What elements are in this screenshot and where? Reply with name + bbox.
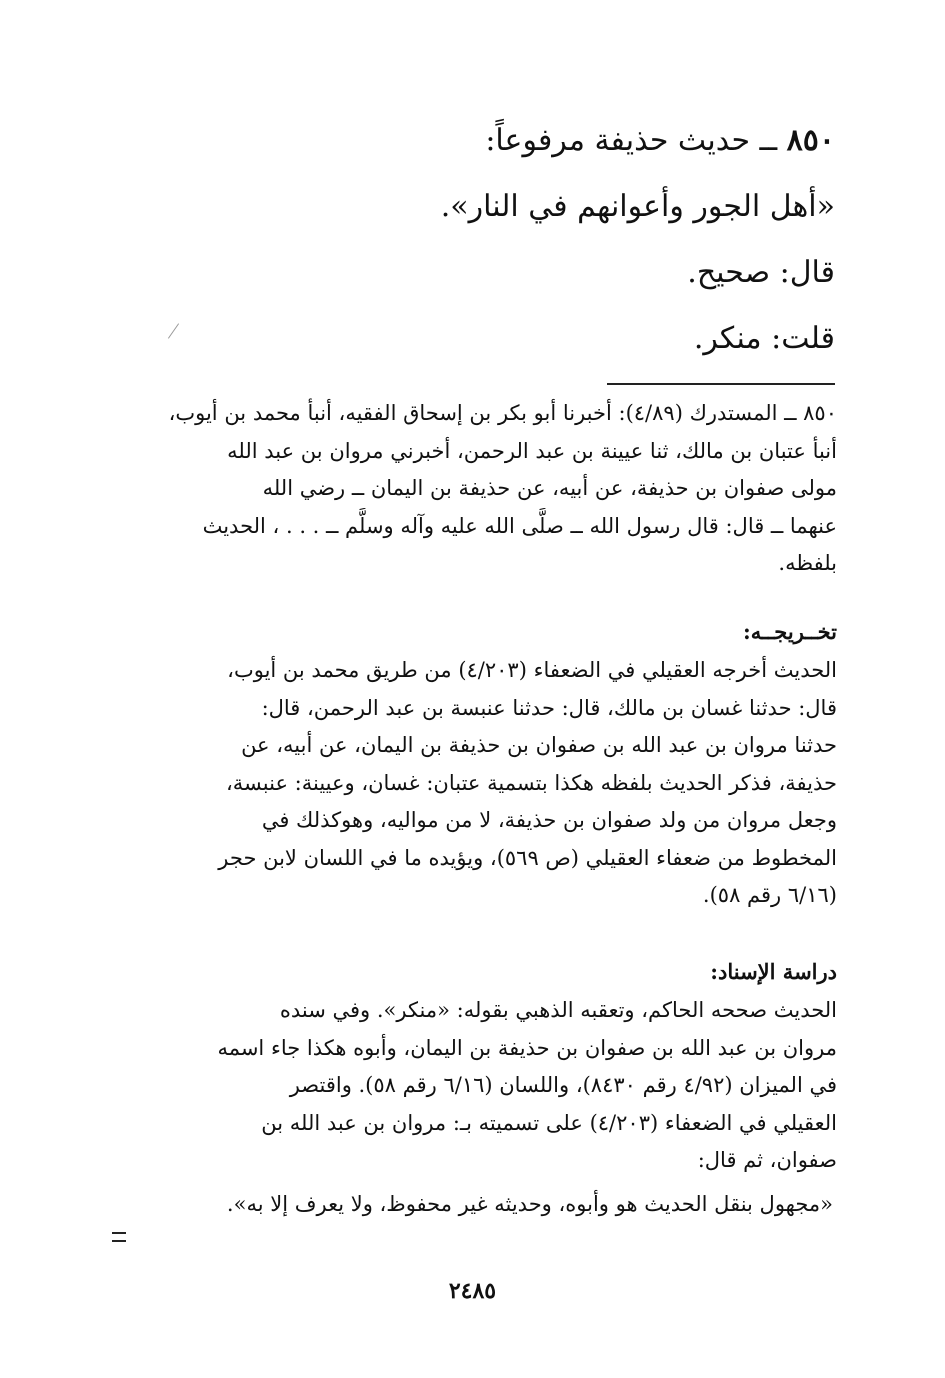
source-line: ٨٥٠ ــ المستدرك (٤/٨٩): أخبرنا أبو بكر بن إسحاق الفقيه، أنبأ محمد بن أيوب، bbox=[168, 401, 837, 425]
source-line: عنهما ــ قال: قال رسول الله ــ صلَّى الله عليه وآله وسلَّم ــ . . . ، الحديث bbox=[202, 513, 837, 538]
takhrij-line: (٦/١٦ رقم ٥٨). bbox=[702, 883, 837, 907]
takhrij-line: حذيفة، فذكر الحديث بلفظه هكذا بتسمية عتبان: غسان، وعيينة: عنبسة، bbox=[226, 770, 837, 795]
takhrij-heading: تخــريجــه: bbox=[742, 619, 837, 644]
dirasa-line: صفوان، ثم قال: bbox=[697, 1148, 837, 1172]
hadith-qala: قال: صحيح. bbox=[687, 255, 835, 290]
hadith-title-line bbox=[195, 108, 835, 174]
dirasa-quote: «مجهول بنقل الحديث هو وأبوه، وحديثه غير محفوظ، ولا يعرف إلا به». bbox=[226, 1191, 833, 1216]
takhrij-block bbox=[137, 612, 837, 915]
dirasa-line: الحديث صححه الحاكم، وتعقبه الذهبي بقوله: «منكر». وفي سنده bbox=[279, 998, 837, 1022]
pencil-mark bbox=[168, 323, 179, 338]
takhrij-line: حدثنا مروان بن عبد الله بن صفوان بن حذيفة بن اليمان، عن أبيه، عن bbox=[241, 733, 837, 757]
dirasa-line: العقيلي في الضعفاء (٤/٢٠٣) على تسميته بـ: مروان بن عبد الله بن bbox=[261, 1110, 837, 1135]
dirasa-line: في الميزان (٤/٩٢ رقم ٨٤٣٠)، واللسان (٦/١٦ رقم ٥٨). واقتصر bbox=[289, 1073, 837, 1097]
takhrij-line: وجعل مروان من ولد صفوان بن حذيفة، لا من مواليه، وهوكذلك في bbox=[261, 808, 837, 832]
source-line: أنبأ عتبان بن مالك، ثنا عيينة بن عبد الرحمن، أخبرني مروان بن عبد الله bbox=[227, 438, 837, 463]
hadith-title: ــ حديث حذيفة مرفوعاً: bbox=[485, 123, 778, 158]
takhrij-line: الحديث أخرجه العقيلي في الضعفاء (٤/٢٠٣) من طريق محمد بن أيوب، bbox=[227, 658, 837, 682]
footnote-rule bbox=[607, 383, 835, 385]
page-number: ٢٤٨٥ bbox=[448, 1278, 497, 1304]
dirasa-line: مروان بن عبد الله بن صفوان بن حذيفة بن اليمان، وأبوه هكذا جاء اسمه bbox=[217, 1035, 837, 1060]
continuation-mark bbox=[112, 1232, 126, 1242]
source-line: مولى صفوان بن حذيفة، عن أبيه، عن حذيفة بن اليمان ــ رضي الله bbox=[262, 476, 837, 500]
dirasa-block bbox=[137, 952, 837, 1223]
dirasa-heading: دراسة الإسناد: bbox=[710, 959, 837, 984]
hadith-text: «أهل الجور وأعوانهم في النار». bbox=[440, 189, 835, 224]
takhrij-line: قال: حدثنا غسان بن مالك، قال: حدثنا عنبسة بن عبد الرحمن، قال: bbox=[261, 695, 837, 720]
source-line: بلفظه. bbox=[778, 551, 837, 575]
takhrij-line: المخطوط من ضعفاء العقيلي (ص ٥٦٩)، ويؤيده ما في اللسان لابن حجر bbox=[218, 845, 837, 870]
hadith-number: ٨٥٠ bbox=[786, 123, 835, 158]
hadith-block bbox=[195, 108, 835, 372]
source-block bbox=[137, 395, 837, 583]
hadith-qultu: قلت: منكر. bbox=[693, 321, 835, 356]
